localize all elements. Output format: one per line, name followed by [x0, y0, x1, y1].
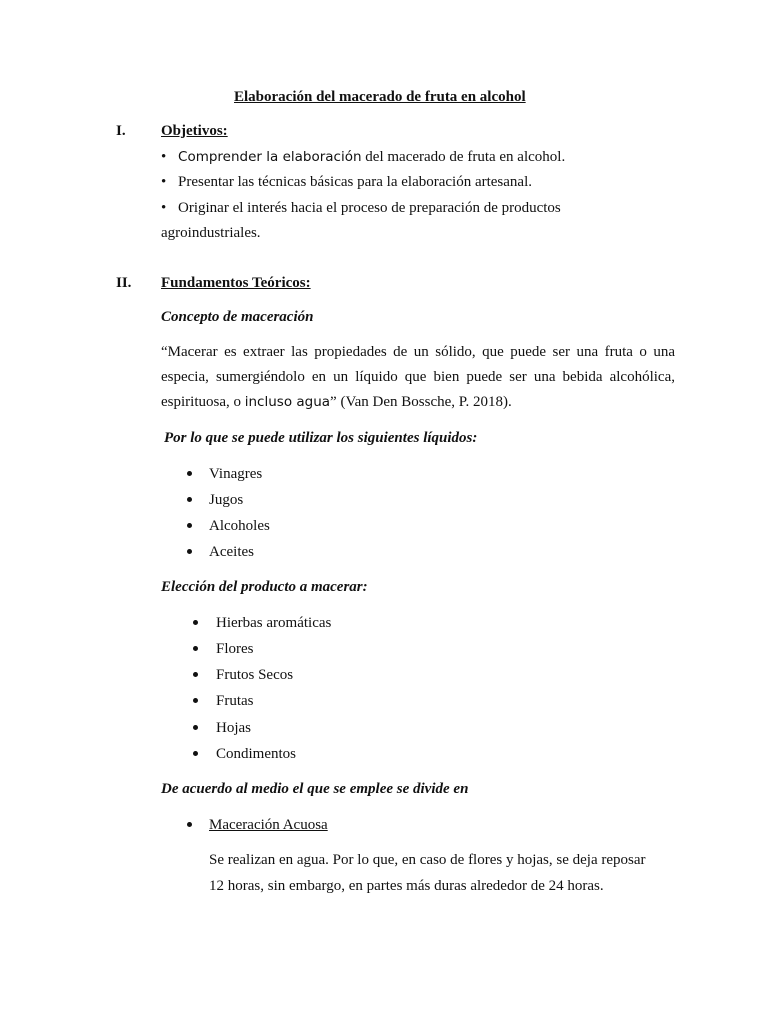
- quote-line-3-sans: incluso agua: [244, 394, 331, 410]
- maceration-type-aqueous: Maceración Acuosa: [209, 817, 328, 833]
- bullet-dot: [187, 471, 192, 476]
- medium-heading: De acuerdo al medio el que se emplee se divide en: [161, 781, 469, 797]
- bullet-dot: [193, 698, 198, 703]
- liquid-item: Vinagres: [209, 466, 263, 482]
- product-heading: Elección del producto a macerar:: [161, 579, 368, 595]
- bullet-dot: [193, 620, 198, 625]
- objective-bullet-3: [161, 199, 561, 217]
- objective-3-continuation: agroindustriales.: [161, 225, 261, 241]
- bullet-dot: [193, 646, 198, 651]
- bullet-dot: [187, 549, 192, 554]
- section-1-heading: Objetivos:: [161, 123, 228, 139]
- section-1-number: I.: [116, 123, 126, 139]
- bullet-dot: [187, 497, 192, 502]
- objective-bullet-1: [161, 148, 565, 166]
- product-item: Hierbas aromáticas: [216, 615, 332, 631]
- liquid-item: Aceites: [209, 544, 254, 560]
- liquids-heading: Por lo que se puede utilizar los siguientes líquidos:: [164, 430, 478, 446]
- bullet-dot: [187, 822, 192, 827]
- bullet-glyph: •: [161, 149, 167, 165]
- document-title: Elaboración del macerado de fruta en alcohol: [234, 89, 526, 105]
- bullet-glyph: •: [161, 174, 167, 190]
- quote-line-1: “Macerar es extraer las propiedades de un sólido, que puede ser una fruta o una: [161, 344, 675, 360]
- objective-1-rest: del macerado de fruta en alcohol.: [361, 149, 566, 165]
- product-item: Hojas: [216, 720, 251, 736]
- bullet-dot: [193, 751, 198, 756]
- aqueous-description-line-2: 12 horas, sin embargo, en partes más duras alrededor de 24 horas.: [209, 878, 604, 894]
- quote-line-2: especia, sumergiéndolo en un líquido que bien puede ser una bebida alcohólica,: [161, 369, 675, 385]
- objective-1-sans: Comprender la elaboración: [178, 149, 362, 165]
- section-2-heading: Fundamentos Teóricos:: [161, 275, 311, 291]
- bullet-dot: [193, 725, 198, 730]
- product-item: Flores: [216, 641, 254, 657]
- bullet-glyph: •: [161, 200, 167, 216]
- quote-line-3-start: espirituosa, o: [161, 394, 245, 410]
- quote-line-3: [161, 393, 512, 411]
- concept-heading: Concepto de maceración: [161, 309, 314, 325]
- objective-bullet-2: [161, 173, 532, 191]
- section-2-number: II.: [116, 275, 132, 291]
- liquid-item: Alcoholes: [209, 518, 270, 534]
- product-item: Condimentos: [216, 746, 297, 762]
- product-item: Frutas: [216, 693, 254, 709]
- bullet-dot: [193, 672, 198, 677]
- objective-2-text: Presentar las técnicas básicas para la elaboración artesanal.: [178, 174, 533, 190]
- quote-line-3-citation: ” (Van Den Bossche, P. 2018).: [330, 394, 512, 410]
- liquid-item: Jugos: [209, 492, 244, 508]
- aqueous-description-line-1: Se realizan en agua. Por lo que, en caso de flores y hojas, se deja reposar: [209, 852, 646, 868]
- product-item: Frutos Secos: [216, 667, 294, 683]
- objective-3-text: Originar el interés hacia el proceso de preparación de productos: [178, 200, 561, 216]
- bullet-dot: [187, 523, 192, 528]
